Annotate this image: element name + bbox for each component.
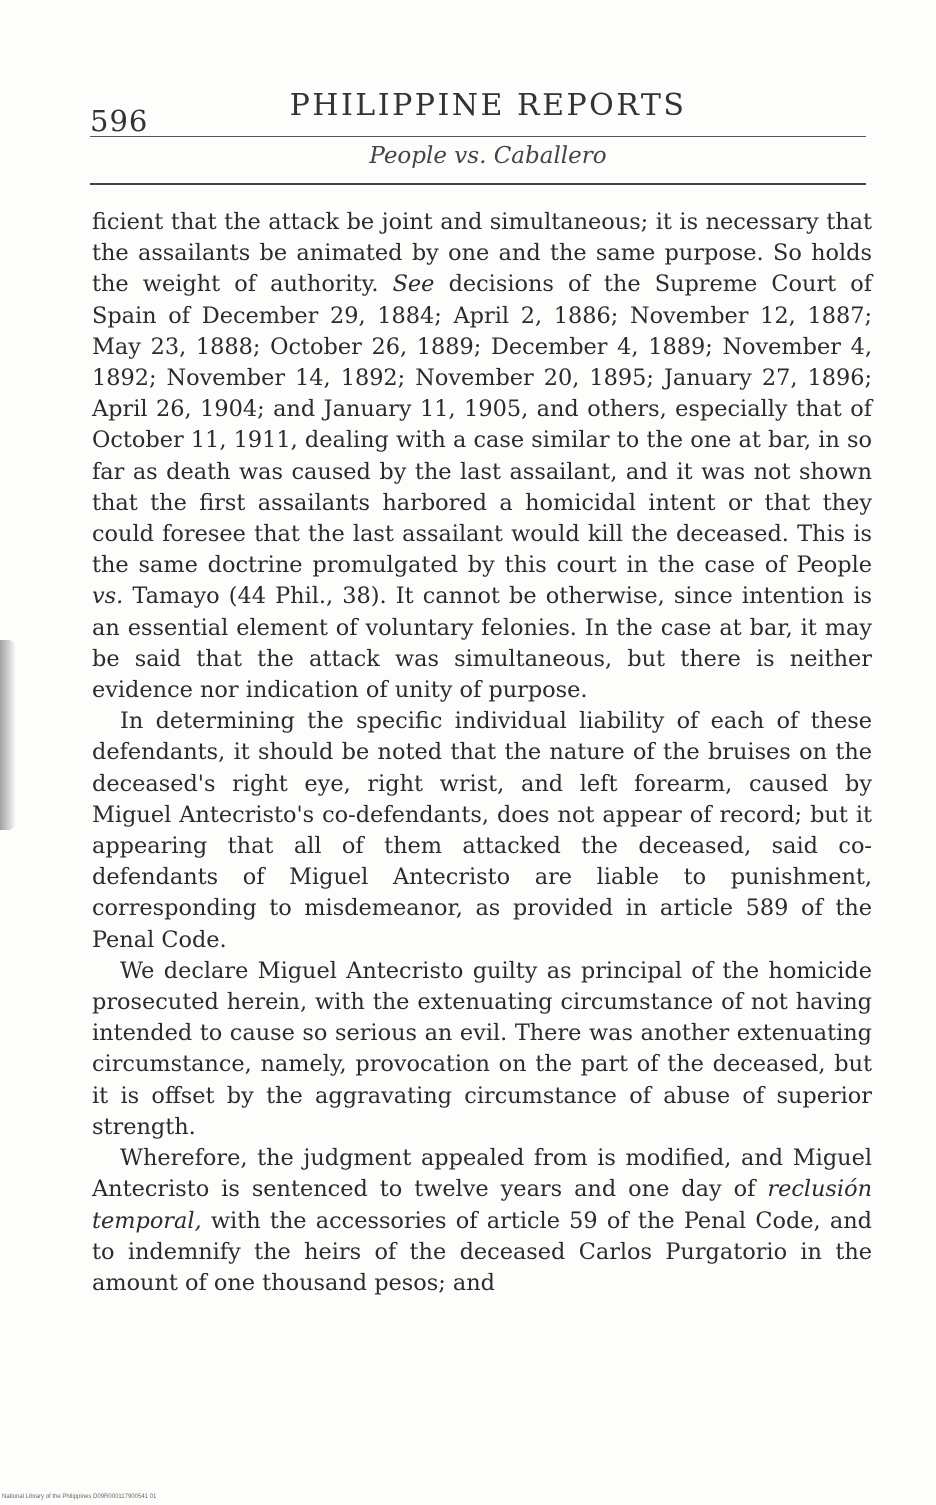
paragraph-3: We declare Miguel Antecristo guilty as principal of the homicide prosecuted herein, with the extenuating circumstance of not having intended to cause so serious an evil. There was another extenuating circumstance, namely, provocation on the part of the deceased, but it is offset by the aggravating circumstance of abuse of superior strength. xyxy=(92,957,872,1140)
paragraph-1 xyxy=(92,207,872,706)
header-rule-top xyxy=(90,136,866,137)
paragraph-1-text-c: Tamayo (44 Phil., 38). It cannot be otherwise, since intention is an essential element of voluntary felonies. In the case at bar, it may be said that the attack was simultaneous, but there is neither evidence nor indication of unity of purpose. xyxy=(92,583,872,704)
body-text xyxy=(92,207,872,1299)
binding-shadow xyxy=(0,640,16,830)
paragraph-1-text-a: ficient that the attack be joint and simultaneous; it is necessary that the assailants be animated by one and the same purpose. So holds the weight of authority. xyxy=(92,209,872,298)
scan-source-line: National Library of the Philippines D09R000117900541 01 xyxy=(2,1494,157,1500)
paragraph-1-see: See xyxy=(392,271,435,298)
paragraph-4-italic: reclusión temporal, xyxy=(92,1176,872,1234)
paragraph-2: In determining the specific individual liability of each of these defendants, it should be noted that the nature of the bruises on the deceased's right eye, right wrist, and left forearm, caused by Miguel Antecristo's co-defendants, does not appear of record; but it appearing that all of them attacked the deceased, said co-defendants of Miguel Antecristo are liable to punishment, corresponding to misdemeanor, as provided in article 589 of the Penal Code. xyxy=(92,708,872,953)
case-title: People vs. Caballero xyxy=(369,143,607,169)
page-number: 596 xyxy=(90,104,149,138)
paragraph-4-text-a: Wherefore, the judgment appealed from is modified, and Miguel Antecristo is sentenced to twelve years and one day of xyxy=(92,1145,872,1203)
header-rule-bottom xyxy=(90,183,866,185)
paragraph-4 xyxy=(92,1143,872,1299)
paragraph-1-vs: vs. xyxy=(92,583,124,610)
paragraph-1-text-b: decisions of the Supreme Court of Spain of December 29, 1884; April 2, 1886; November 12, 1887; May 23, 1888; October 26, 1889; December 4, 1889; November 4, 1892; November 14, 1892; November 20, 1895; January 27, 1896; April 26, 1904; and January 11, 1905, and others, especially that of October 11, 1911, dealing with a case similar to the one at bar, in so far as death was caused by the last assailant, and it was not shown that the first assailants harbored a homicidal intent or that they could foresee that the last assailant would kill the deceased. This is the same doctrine promulgated by this court in the case of People xyxy=(92,271,872,579)
running-head: PHILIPPINE REPORTS xyxy=(289,88,687,123)
paragraph-4-text-b: with the accessories of article 59 of the Penal Code, and to indemnify the heirs of the deceased Carlos Purgatorio in the amount of one thousand pesos; and xyxy=(92,1207,872,1296)
